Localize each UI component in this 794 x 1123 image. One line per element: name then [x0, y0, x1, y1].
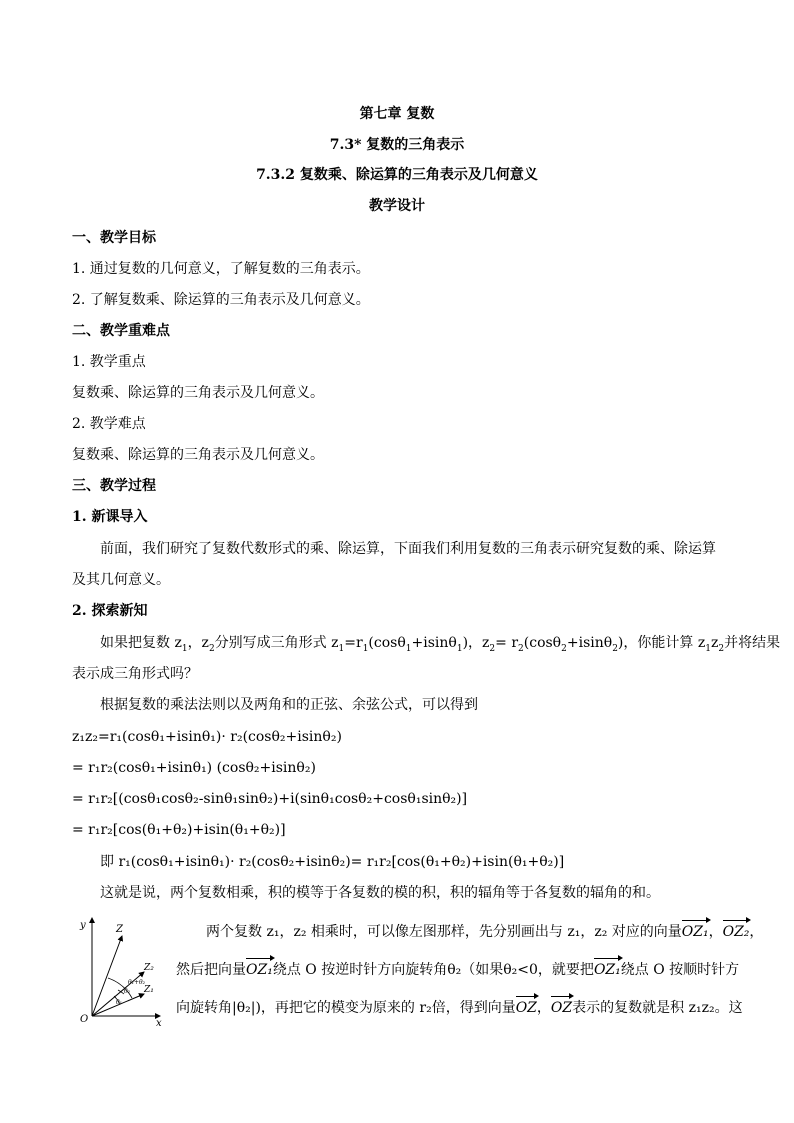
derivation-intro: 根据复数的乘法法则以及两角和的正弦、余弦公式，可以得到: [100, 697, 478, 713]
intro-line-1: 前面，我们研究了复数代数形式的乘、除运算，下面我们利用复数的三角表示研究复数的乘、除运算: [100, 541, 716, 557]
chapter-title: 第七章 复数: [359, 106, 435, 122]
theta-sum-label: θ₁+θ₂: [128, 979, 146, 986]
objective-item-2: 2. 了解复数乘、除运算的三角表示及几何意义。: [72, 292, 370, 308]
doc-type-title: 教学设计: [369, 198, 425, 214]
vector-label-oz: OZ: [516, 996, 537, 1018]
section-title: 7.3* 复数的三角表示: [329, 137, 465, 153]
equation-3: = r₁r₂[(cosθ₁cosθ₂-sinθ₁sinθ₂)+i(sinθ₁cosθ₂+cosθ₁sinθ₂)]: [72, 791, 468, 807]
question-line-1: 如果把复数 $z_1$，$z_2$分别写成三角形式 $z_1=r_1(\cos\theta_1+isin\theta_1)$，$z_2= r_2(\cos\theta_2+isin\theta_2)$，你能计算 $z_1z_2$并将结果: [100, 635, 781, 654]
origin-label: O: [80, 1014, 89, 1025]
point-z-label: Z: [116, 924, 123, 935]
axis-x-label: x: [156, 1018, 162, 1028]
objectives-heading: 一、教学目标: [72, 230, 156, 246]
step1-title: 1. 新课导入: [72, 509, 148, 525]
equation-4: = r₁r₂[cos(θ₁+θ₂)+isin(θ₁+θ₂)]: [72, 822, 286, 838]
intro-line-2: 及其几何意义。: [72, 572, 170, 588]
key-label: 1. 教学重点: [72, 354, 146, 370]
key-text: 复数乘、除运算的三角表示及几何意义。: [72, 385, 324, 401]
equation-1: z₁z₂=r₁(cosθ₁+isinθ₁)· r₂(cosθ₂+isinθ₂): [72, 729, 342, 745]
geometry-line-3: 向旋转角|θ₂|)，再把它的模变为原来的 r₂倍，得到向量OZ，OZ表示的复数就是积 z₁z₂。这: [176, 996, 743, 1018]
process-heading: 三、教学过程: [72, 478, 156, 494]
point-z2-label: Z₂: [144, 963, 154, 973]
subsection-title: 7.3.2 复数乘、除运算的三角表示及几何意义: [256, 167, 538, 183]
geometry-line-2: 然后把向量OZ₁绕点 O 按逆时针方向旋转角θ₂（如果θ₂<0，就要把OZ₁绕点 O 按顺时针方: [176, 958, 739, 980]
vector-label-oz2: OZ₂: [723, 920, 750, 942]
difficulty-text: 复数乘、除运算的三角表示及几何意义。: [72, 447, 324, 463]
objective-item-1: 1. 通过复数的几何意义，了解复数的三角表示。: [72, 261, 370, 277]
axis-y-label: y: [80, 920, 86, 931]
question-line-2: 表示成三角形式吗？: [72, 666, 198, 682]
equation-2: = r₁r₂(cosθ₁+isinθ₁) (cosθ₂+isinθ₂): [72, 760, 316, 776]
point-z1-label: Z₁: [144, 985, 154, 995]
step2-title: 2. 探索新知: [72, 603, 148, 619]
vector-label-oz1-b: OZ₁: [246, 958, 273, 980]
conclusion-text: 这就是说，两个复数相乘，积的模等于各复数的模的积，积的辐角等于各复数的辐角的和。: [100, 885, 660, 901]
equation-5: 即 r₁(cosθ₁+isinθ₁)· r₂(cosθ₂+isinθ₂)= r₁r₂[cos(θ₁+θ₂)+isin(θ₁+θ₂)]: [100, 854, 565, 870]
theta2-label: θ₂: [124, 988, 131, 995]
vector-label-oz1: OZ₁: [682, 920, 709, 942]
vector-label-oz1-c: OZ₁: [594, 958, 621, 980]
rotation-figure: [72, 912, 168, 1028]
theta1-label: θ₁: [116, 999, 123, 1006]
geometry-line-1: 两个复数 z₁，z₂ 相乘时，可以像左图那样，先分别画出与 z₁，z₂ 对应的向量OZ₁，OZ₂，: [206, 920, 763, 942]
keypoints-heading: 二、教学重难点: [72, 323, 170, 339]
difficulty-label: 2. 教学难点: [72, 416, 146, 432]
vector-label-oz-b: OZ: [551, 996, 572, 1018]
